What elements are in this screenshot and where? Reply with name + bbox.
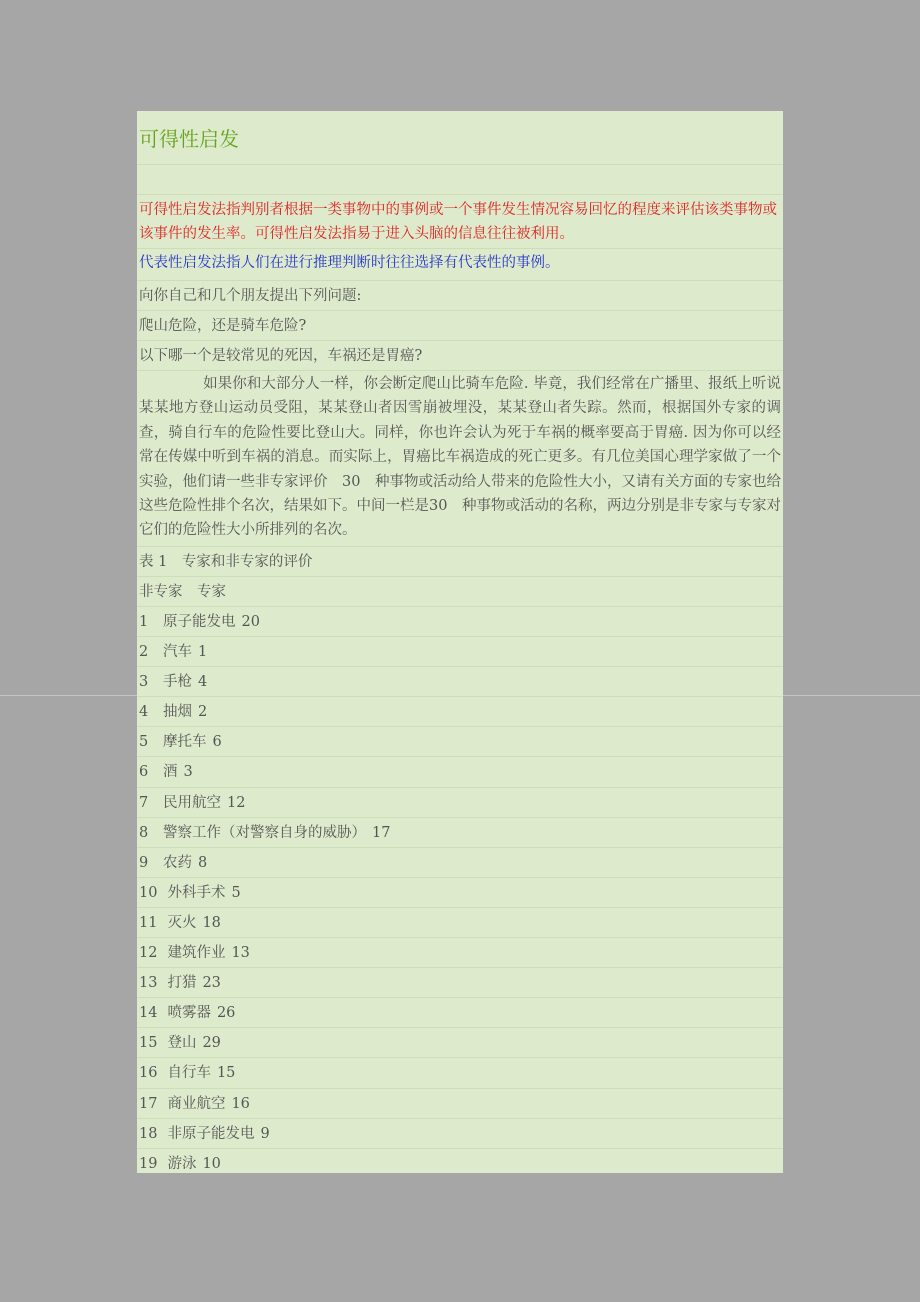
table-row: [137, 968, 783, 998]
page-title: 可得性启发: [137, 111, 783, 165]
row-rank: 16: [139, 1065, 158, 1082]
table-header: 非专家 专家: [137, 577, 783, 607]
row-expert-rank: 15: [216, 1065, 236, 1082]
row-item-name: 原子能发电: [163, 614, 236, 630]
explanation-paragraph: [137, 371, 783, 547]
row-expert-rank: 26: [216, 1005, 236, 1022]
table-row: [137, 667, 783, 697]
table-row: [137, 697, 783, 727]
table-row: [137, 788, 783, 818]
table-row: [137, 818, 783, 848]
table-caption: 表 1 专家和非专家的评价: [137, 547, 783, 577]
row-item-name: 登山: [167, 1035, 197, 1052]
row-rank: 14: [139, 1005, 158, 1022]
explanation-text: 如果你和大部分人一样，你会断定爬山比骑车危险. 毕竟，我们经常在广播里、报纸上听说某某地方登山运动员受阻，某某登山者因雪崩被埋没，某某登山者失踪。然而，根据国外专家的调查，骑自行车的危险性要比登山大。同样，你也许会认为死于车祸的概率要高于胃癌. 因为你可以经常在传媒中听到车祸的消息。而实际上，胃癌比车祸造成的死亡更多。有几位美国心理学家做了一个实验，他们请一些非专家评价 30 种事物或活动给人带来的危险性大小，又请有关方面的专家也给这些危险性排个名次，结果如下。中间一栏是30 种事物或活动的名称，两边分别是非专家与专家对它们的危险性大小所排列的名次。: [139, 376, 781, 539]
row-expert-rank: 16: [231, 1095, 250, 1112]
row-expert-rank: 6: [212, 734, 222, 751]
row-expert-rank: 8: [198, 854, 208, 871]
row-rank: 7: [139, 794, 149, 811]
row-item-name: 游泳: [167, 1155, 197, 1172]
table-row: [137, 607, 783, 637]
row-item-name: 商业航空: [167, 1095, 226, 1112]
row-expert-rank: 2: [198, 704, 208, 721]
availability-definition: 可得性启发法指判别者根据一类事物中的事例或一个事件发生情况容易回忆的程度来评估该类事物或该事件的发生率。可得性启发法指易于进入头脑的信息往往被利用。: [137, 195, 783, 249]
row-rank: 6: [139, 764, 149, 781]
row-rank: 18: [139, 1125, 158, 1142]
row-expert-rank: 9: [260, 1125, 270, 1142]
row-expert-rank: 13: [231, 945, 250, 962]
table-row: [137, 727, 783, 757]
row-rank: 10: [139, 884, 158, 901]
row-item-name: 抽烟: [163, 704, 192, 721]
table-row: [137, 1119, 783, 1149]
row-item-name: 灭火: [167, 914, 197, 931]
row-item-name: 外科手术: [167, 884, 226, 901]
row-expert-rank: 18: [202, 914, 221, 931]
table-row: [137, 848, 783, 878]
row-rank: 17: [139, 1095, 158, 1112]
row-expert-rank: 12: [227, 794, 246, 811]
row-rank: 15: [139, 1035, 158, 1052]
row-item-name: 摩托车: [163, 734, 207, 751]
row-item-name: 民用航空: [163, 794, 221, 811]
row-rank: 9: [139, 854, 149, 871]
table-row: [137, 938, 783, 968]
row-rank: 2: [139, 644, 149, 661]
table-row: [137, 1089, 783, 1119]
row-item-name: 喷雾器: [167, 1005, 211, 1022]
table-row: [137, 1058, 783, 1088]
row-item-name: 非原子能发电: [167, 1125, 255, 1142]
row-rank: 4: [139, 704, 149, 721]
ranking-list: [137, 607, 783, 1173]
row-item-name: 汽车: [163, 644, 192, 661]
row-expert-rank: 5: [231, 884, 241, 901]
row-expert-rank: 4: [198, 674, 208, 691]
row-rank: 19: [139, 1155, 158, 1172]
table-row: [137, 637, 783, 667]
row-item-name: 自行车: [167, 1065, 211, 1082]
table-row: [137, 998, 783, 1028]
row-rank: 1: [139, 614, 149, 630]
blank-row: [137, 165, 783, 195]
row-expert-rank: 17: [372, 824, 391, 841]
row-expert-rank: 20: [241, 614, 260, 630]
row-rank: 8: [139, 824, 149, 841]
table-row: [137, 908, 783, 938]
question-2: 以下哪一个是较常见的死因，车祸还是胃癌?: [137, 341, 783, 371]
row-rank: 12: [139, 945, 158, 962]
table-row: [137, 878, 783, 908]
row-expert-rank: 23: [202, 975, 221, 992]
row-expert-rank: 1: [198, 644, 208, 661]
row-expert-rank: 29: [202, 1035, 221, 1052]
row-item-name: 警察工作（对警察自身的威胁）: [163, 824, 366, 841]
representativeness-definition: 代表性启发法指人们在进行推理判断时往往选择有代表性的事例。: [137, 249, 783, 281]
row-rank: 13: [139, 975, 158, 992]
row-item-name: 打猎: [167, 975, 197, 992]
document-page: [137, 111, 783, 1173]
table-row: [137, 1149, 783, 1173]
question-1: 爬山危险，还是骑车危险?: [137, 311, 783, 341]
row-item-name: 手枪: [163, 674, 192, 691]
question-intro: 向你自己和几个朋友提出下列问题:: [137, 281, 783, 311]
row-expert-rank: 10: [202, 1155, 221, 1172]
table-row: [137, 1028, 783, 1058]
table-row: [137, 757, 783, 787]
row-item-name: 农药: [163, 854, 192, 871]
row-expert-rank: 3: [183, 764, 193, 781]
row-rank: 3: [139, 674, 149, 691]
row-rank: 5: [139, 734, 149, 751]
row-rank: 11: [139, 914, 158, 931]
row-item-name: 建筑作业: [167, 945, 226, 962]
row-item-name: 酒: [163, 764, 178, 781]
